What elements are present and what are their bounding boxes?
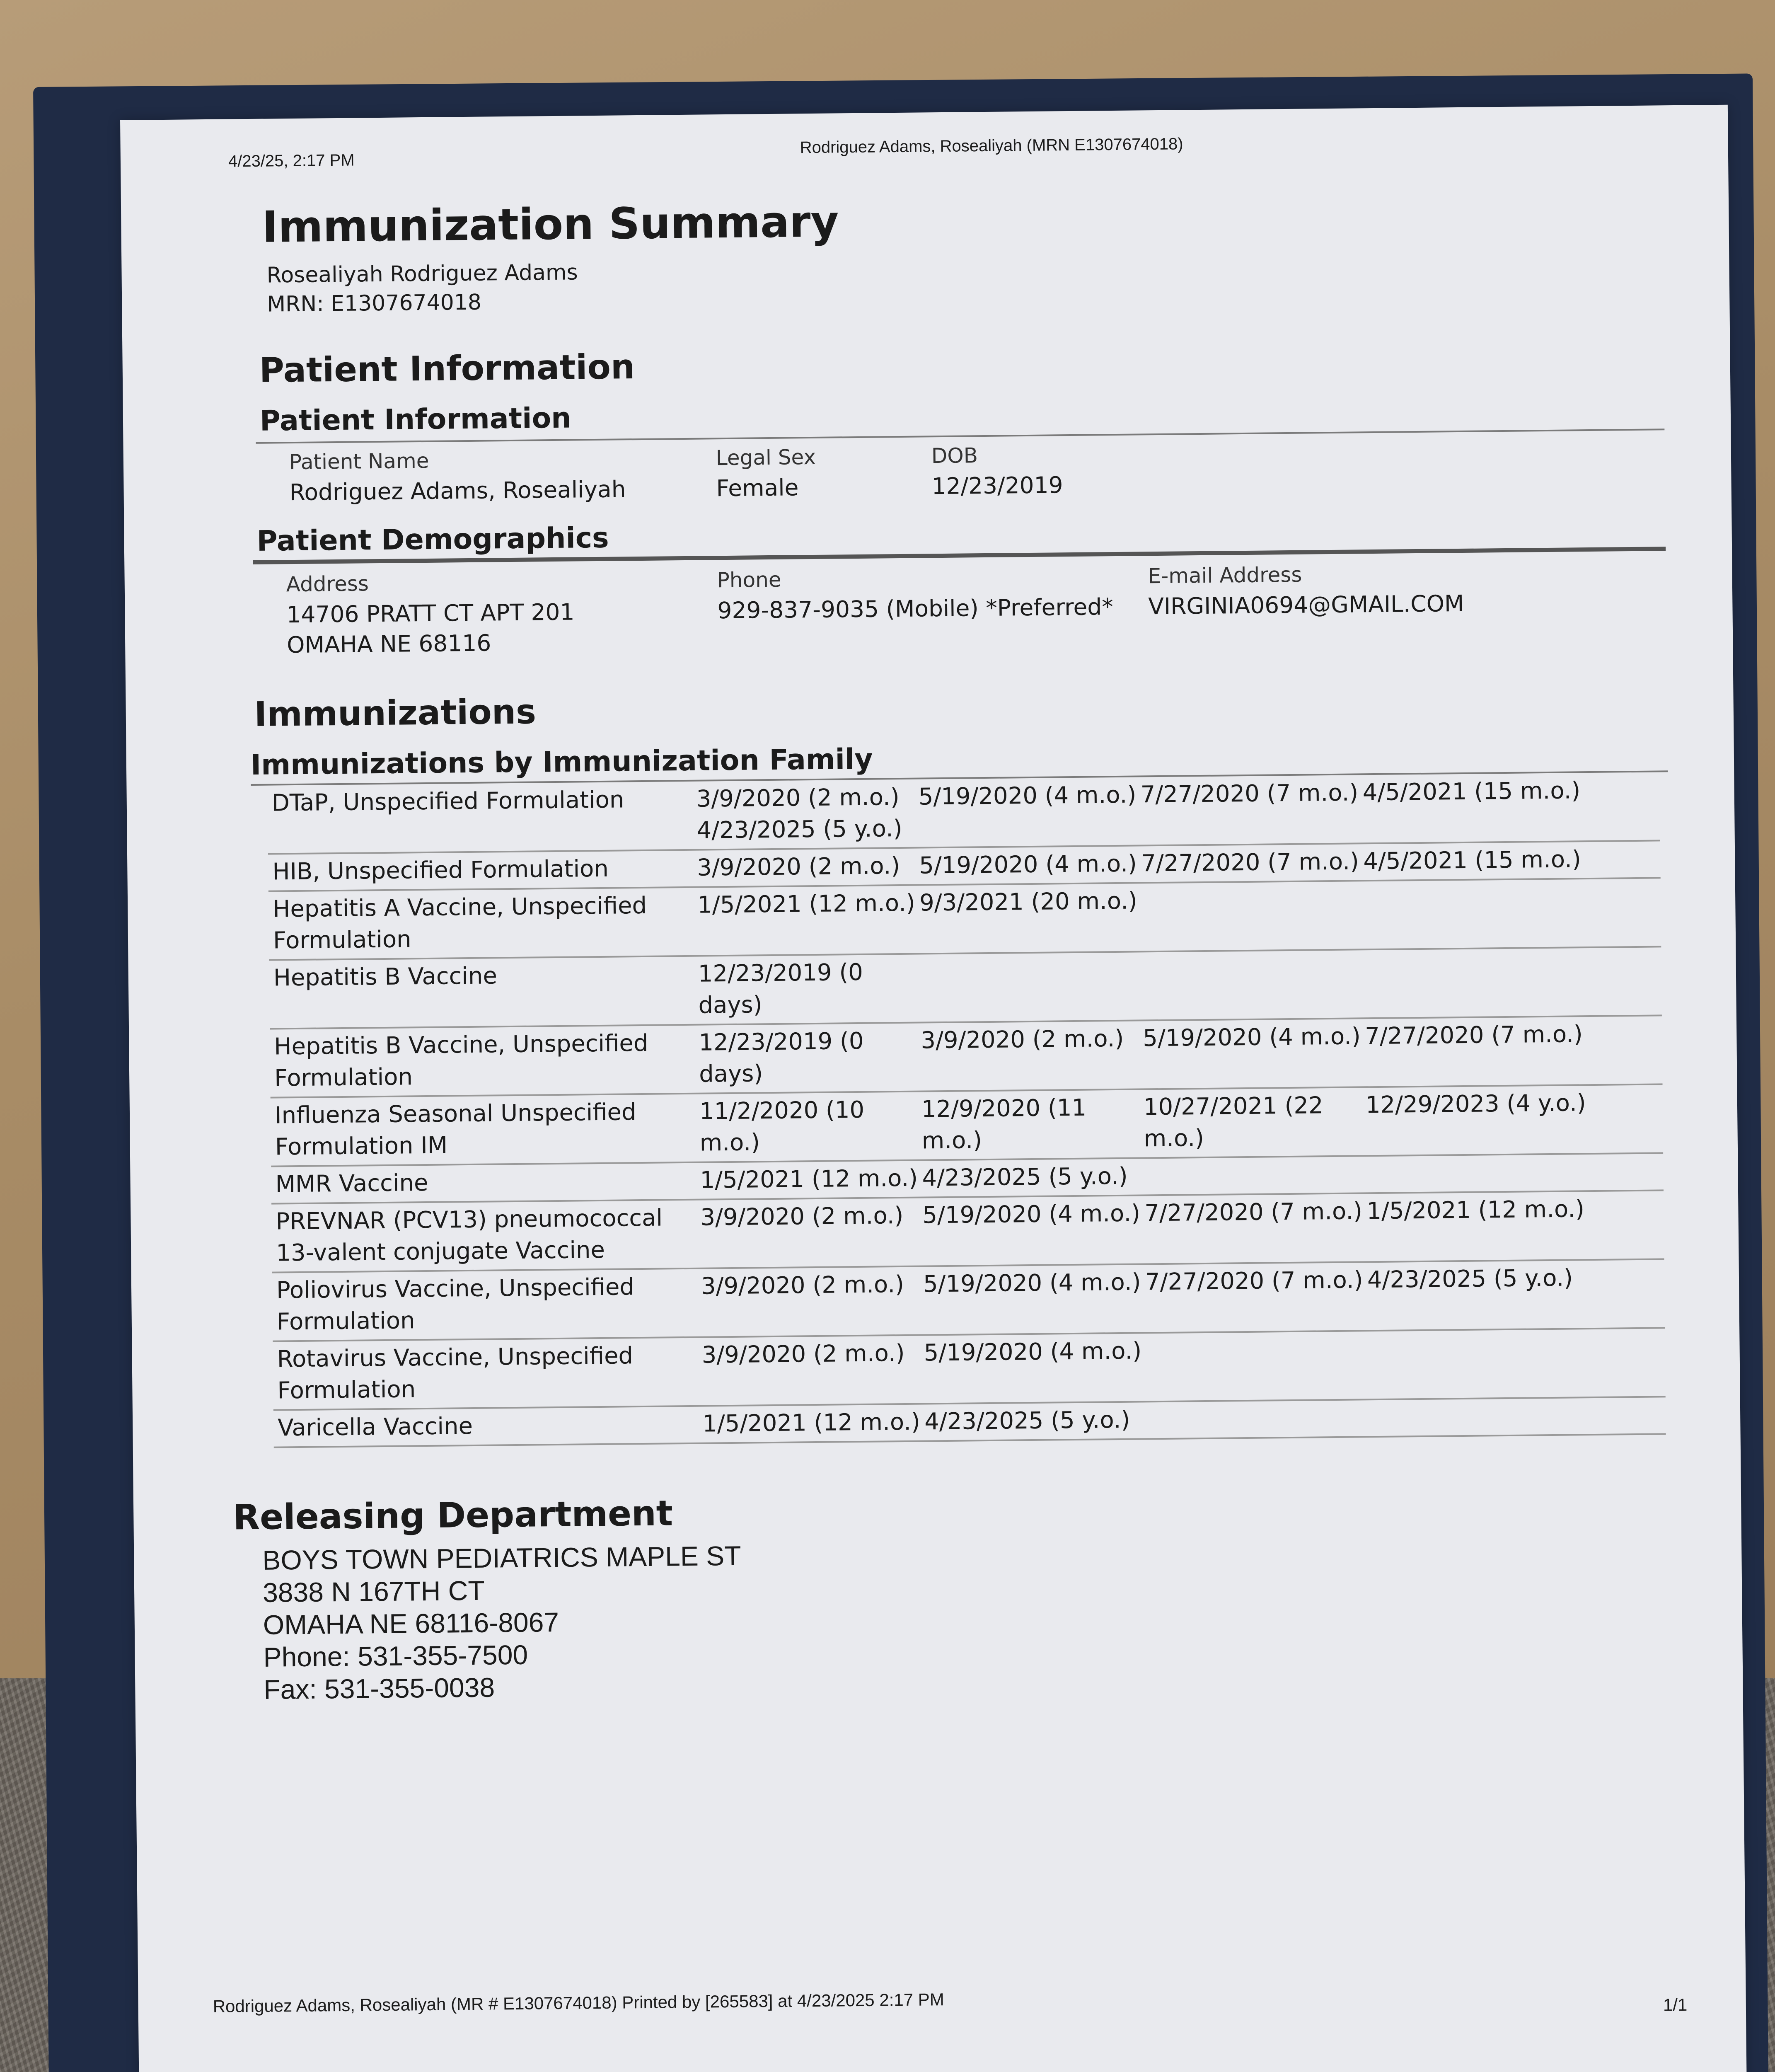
vaccine-name: Hepatitis B Vaccine (273, 962, 498, 992)
dob-label: DOB (931, 443, 978, 468)
address-label: Address (286, 571, 369, 597)
vaccine-name: PREVNAR (PCV13) pneumococcal 13-valent conjugate Vaccine (276, 1204, 663, 1267)
dose-date: 7/27/2020 (7 m.o.) (1140, 779, 1359, 808)
legal-sex-value: Female (716, 474, 799, 502)
document-page (120, 105, 1747, 2072)
address-line-1: 14706 PRATT CT APT 201 (286, 598, 575, 628)
dose-date: 3/9/2020 (2 m.o.) (696, 784, 900, 813)
print-timestamp: 4/23/25, 2:17 PM (228, 151, 355, 171)
department-name: BOYS TOWN PEDIATRICS MAPLE ST (262, 1540, 741, 1576)
vaccine-dates (701, 1261, 1665, 1302)
immunization-table (267, 772, 1666, 1448)
table-row (267, 772, 1660, 854)
dose-date: 12/29/2023 (4 y.o.) (1365, 1089, 1586, 1119)
address-line-2: OMAHA NE 68116 (286, 629, 491, 658)
vaccine-name: Rotavirus Vaccine, Unspecified Formulation (277, 1342, 634, 1404)
department-city: OMAHA NE 68116-8067 (263, 1607, 559, 1640)
patient-name-line: Rosealiyah Rodriguez Adams (266, 260, 578, 288)
demographics-subheading: Patient Demographics (256, 521, 609, 558)
patient-information-heading: Patient Information (259, 347, 635, 390)
immunizations-subheading: Immunizations by Immunization Family (250, 743, 873, 782)
mrn-line: MRN: E1307674018 (266, 290, 482, 317)
dose-date: 12/23/2019 (0 days) (698, 959, 863, 1019)
table-row (271, 1191, 1664, 1273)
dose-date: 1/5/2021 (12 m.o.) (702, 1408, 921, 1438)
vaccine-name: Hepatitis B Vaccine, Unspecified Formulation (274, 1029, 648, 1092)
dose-date: 1/5/2021 (12 m.o.) (697, 889, 916, 919)
page-number: 1/1 (1663, 1995, 1688, 2015)
dose-date: 4/23/2025 (5 y.o.) (696, 815, 902, 844)
dose-date: 9/3/2021 (20 m.o.) (919, 887, 1138, 917)
email-value: VIRGINIA0694@GMAIL.COM (1148, 590, 1464, 620)
vaccine-name: MMR Vaccine (275, 1169, 428, 1198)
dose-date: 5/19/2020 (4 m.o.) (919, 850, 1137, 879)
table-row (273, 1329, 1665, 1411)
dose-date: 3/9/2020 (2 m.o.) (700, 1202, 904, 1231)
vaccine-dates (699, 1087, 1663, 1159)
phone-value: 929-837-9035 (Mobile) *Preferred* (717, 593, 1114, 624)
vaccine-name: HIB, Unspecified Formulation (272, 855, 609, 886)
dose-date: 3/9/2020 (2 m.o.) (697, 852, 900, 881)
dose-date: 12/23/2019 (0 days) (699, 1027, 864, 1088)
phone-label: Phone (717, 567, 781, 593)
patient-name-value: Rodriguez Adams, Rosealiyah (289, 476, 626, 506)
vaccine-dates (702, 1399, 1666, 1440)
dob-value: 12/23/2019 (931, 472, 1063, 500)
dose-date: 3/9/2020 (2 m.o.) (701, 1339, 905, 1369)
table-row (272, 1260, 1665, 1342)
dose-date: 5/19/2020 (4 m.o.) (1143, 1023, 1361, 1052)
dose-date: 5/19/2020 (4 m.o.) (923, 1268, 1141, 1298)
vaccine-name: Hepatitis A Vaccine, Unspecified Formulation (272, 892, 647, 954)
vaccine-dates (701, 1330, 1665, 1371)
dose-date: 1/5/2021 (12 m.o.) (700, 1164, 918, 1194)
patient-information-subheading: Patient Information (259, 402, 571, 438)
table-row (271, 1085, 1663, 1167)
dose-date: 7/27/2020 (7 m.o.) (1144, 1198, 1363, 1227)
dose-date: 4/5/2021 (15 m.o.) (1363, 846, 1582, 875)
dose-date: 4/23/2025 (5 y.o.) (1367, 1264, 1573, 1294)
vaccine-dates (700, 1155, 1664, 1196)
department-fax: Fax: 531-355-0038 (264, 1672, 495, 1705)
dose-date: 4/23/2025 (5 y.o.) (924, 1406, 1130, 1435)
vaccine-name: Poliovirus Vaccine, Unspecified Formulation (276, 1273, 635, 1336)
vaccine-name: Varicella Vaccine (278, 1412, 473, 1442)
dose-date: 1/5/2021 (12 m.o.) (1366, 1196, 1585, 1225)
vaccine-dates (697, 880, 1661, 921)
dose-date: 11/2/2020 (10 m.o.) (699, 1096, 865, 1157)
dose-date: 5/19/2020 (4 m.o.) (918, 781, 1137, 811)
dose-date: 4/5/2021 (15 m.o.) (1362, 777, 1581, 806)
vaccine-dates (696, 774, 1660, 846)
page-title: Immunization Summary (261, 196, 839, 252)
dose-date: 3/9/2020 (2 m.o.) (921, 1025, 1124, 1054)
legal-sex-label: Legal Sex (716, 445, 816, 470)
dose-date: 5/19/2020 (4 m.o.) (924, 1337, 1142, 1367)
department-street: 3838 N 167TH CT (262, 1575, 485, 1608)
printed-footer: Rodriguez Adams, Rosealiyah (MR # E1307674018) Printed by [265583] at 4/23/2025 2:17 PM (213, 1990, 944, 2016)
vaccine-dates (699, 1018, 1662, 1090)
dose-date: 7/27/2020 (7 m.o.) (1365, 1021, 1583, 1050)
header-patient-ref: Rodriguez Adams, Rosealiyah (MRN E1307674018) (800, 135, 1183, 157)
vaccine-dates (700, 1193, 1664, 1233)
dose-date: 10/27/2021 (22 m.o.) (1143, 1092, 1323, 1152)
dose-date: 3/9/2020 (2 m.o.) (701, 1271, 904, 1300)
table-row (268, 879, 1661, 961)
immunizations-heading: Immunizations (254, 692, 537, 734)
releasing-department-heading: Releasing Department (232, 1493, 673, 1538)
dose-date: 5/19/2020 (4 m.o.) (922, 1200, 1141, 1229)
dose-date: 12/9/2020 (11 m.o.) (921, 1094, 1087, 1155)
vaccine-dates (698, 949, 1661, 1021)
department-phone: Phone: 531-355-7500 (263, 1639, 528, 1673)
table-row (269, 947, 1661, 1029)
table-row (270, 1016, 1662, 1098)
vaccine-dates (697, 843, 1661, 884)
email-label: E-mail Address (1148, 562, 1302, 588)
dose-date: 4/23/2025 (5 y.o.) (922, 1162, 1128, 1192)
dose-date: 7/27/2020 (7 m.o.) (1145, 1266, 1363, 1296)
vaccine-name: Influenza Seasonal Unspecified Formulation IM (274, 1099, 636, 1161)
dose-date: 7/27/2020 (7 m.o.) (1141, 848, 1359, 877)
patient-name-label: Patient Name (289, 448, 429, 474)
vaccine-name: DTaP, Unspecified Formulation (271, 786, 624, 817)
